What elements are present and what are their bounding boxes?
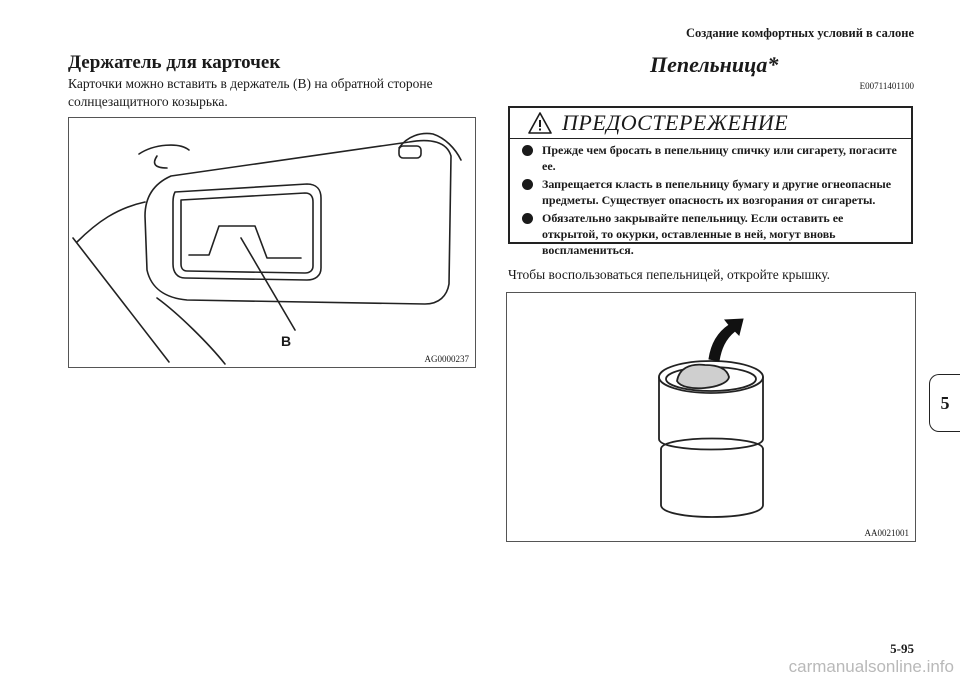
warning-box [508,106,913,257]
warning-header [510,108,911,139]
warning-triangle-icon [528,112,552,134]
bullet-icon [522,213,533,224]
running-header: Создание комфортных условий в салоне [685,26,914,40]
watermark: carmanualsonline.info [788,657,954,676]
ashtray-figure [506,292,916,542]
sun-visor-illustration [69,118,475,367]
warning-title: ПРЕДОСТЕРЕЖЕНИЕ [562,110,789,135]
figure-code: AG0000237 [424,354,469,364]
card-holder-text: Карточки можно вставить в держатель (B) на обратной стороне солнцезащитного козырька. [68,76,433,109]
warning-item: Обязательно закрывайте пепельницу. Если оставить ее открытой, то окурки, оставленные в ней, могут вновь воспламениться. [522,210,901,258]
bullet-icon [522,145,533,156]
sun-visor-figure [68,117,476,368]
ashtray-text: Чтобы воспользоваться пепельницей, откройте крышку. [508,267,830,282]
page-number: 5-95 [890,641,914,656]
chapter-tab: 5 [929,374,960,432]
warning-list [522,142,901,260]
ashtray-title: Пепельница* [650,52,779,77]
warning-item: Прежде чем бросать в пепельницу спичку или сигарету, погасите ее. [522,142,901,174]
figure-code: AA0021001 [864,528,909,538]
warning-item: Запрещается класть в пепельницу бумагу и другие огнеопасные предметы. Существует опасность их возгорания от сигареты. [522,176,901,208]
bullet-icon [522,179,533,190]
figure-label-b: B [281,333,292,349]
ashtray-illustration [507,293,915,541]
ashtray-code: E00711401100 [859,81,914,91]
card-holder-title: Держатель для карточек [68,52,281,73]
